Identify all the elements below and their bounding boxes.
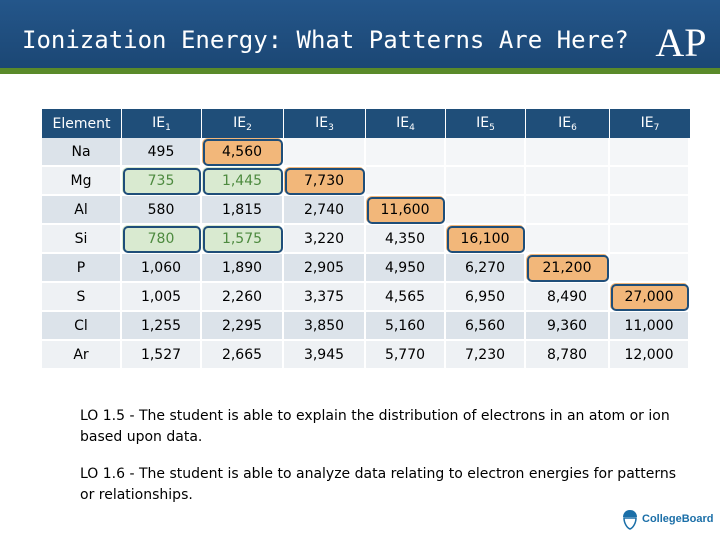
ie-value-cell: 2,905 [284,254,366,283]
ie-value-cell: 3,375 [284,283,366,312]
column-header-ie4: $IE_4$ [366,109,446,138]
element-cell: S [42,283,122,312]
element-cell: Na [42,138,122,167]
ie-value-cell: 2,260 [202,283,284,312]
ie-value-cell: 2,295 [202,312,284,341]
ie-value-cell [526,167,610,196]
ie-value-cell: 1,255 [122,312,202,341]
column-header-ie2: $IE_2$ [202,109,284,138]
ie-value-cell [446,138,526,167]
ie-value-cell: 735 [122,167,202,196]
ie-value-cell: 6,270 [446,254,526,283]
ie-value-cell: 8,780 [526,341,610,370]
ie-value-cell [366,167,446,196]
ie-value-cell [610,225,690,254]
ie-value-cell [610,138,690,167]
ie-value-cell: 21,200 [526,254,610,283]
ie-value-cell [610,196,690,225]
ie-value-cell [446,196,526,225]
ie-value-cell: 7,730 [284,167,366,196]
table-row [42,138,690,167]
column-header-ie3: $IE_3$ [284,109,366,138]
ap-logo-icon [652,22,710,62]
ie-value-cell: 580 [122,196,202,225]
college-board-text: CollegeBoard [642,513,714,525]
ie-value-cell: 3,945 [284,341,366,370]
column-header-ie5: $IE_5$ [446,109,526,138]
ie-value-cell: 8,490 [526,283,610,312]
table-header-row [42,109,690,138]
table-row [42,283,690,312]
ie-value-cell: 11,000 [610,312,690,341]
ie-value-cell: 2,740 [284,196,366,225]
ie-value-cell: 11,600 [366,196,446,225]
ie-value-cell: 780 [122,225,202,254]
ie-value-cell: 1,527 [122,341,202,370]
ie-value-cell: 5,770 [366,341,446,370]
ie-value-cell: 16,100 [446,225,526,254]
element-cell: Cl [42,312,122,341]
column-header-ie1: $IE_1$ [122,109,202,138]
svg-text:AP: AP [655,22,707,62]
ie-value-cell: 1,060 [122,254,202,283]
ie-value-cell: 7,230 [446,341,526,370]
table-row [42,225,690,254]
column-header-ie6: $IE_6$ [526,109,610,138]
ie-value-cell: 4,560 [202,138,284,167]
ie-value-cell [610,167,690,196]
objectives-box [66,382,686,532]
ie-value-cell [526,196,610,225]
ie-value-cell: 9,360 [526,312,610,341]
ie-value-cell: 3,220 [284,225,366,254]
ie-value-cell: 2,665 [202,341,284,370]
ie-value-cell: 1,445 [202,167,284,196]
element-cell: Ar [42,341,122,370]
ie-value-cell: 6,950 [446,283,526,312]
ie-value-cell: 12,000 [610,341,690,370]
table-row [42,167,690,196]
ionization-table-wrap [42,109,690,370]
ie-value-cell: 5,160 [366,312,446,341]
ie-value-cell: 1,815 [202,196,284,225]
acorn-icon [620,508,640,530]
ie-value-cell [446,167,526,196]
ie-value-cell: 3,850 [284,312,366,341]
ie-value-cell: 1,890 [202,254,284,283]
header-stripe [0,68,720,74]
ie-value-cell: 495 [122,138,202,167]
column-header-ie7: $IE_7$ [610,109,690,138]
learning-objective-1-6: LO 1.6 - The student is able to analyze data relating to electron energies for patterns or relationships. [80,466,677,503]
element-cell: Mg [42,167,122,196]
college-board-logo [620,508,714,532]
element-cell: Al [42,196,122,225]
table-row [42,341,690,370]
learning-objective-1-5: LO 1.5 - The student is able to explain the distribution of electrons in an atom or ion based upon data. [80,408,670,445]
table-row [42,254,690,283]
column-header-element: Element [42,109,122,138]
ie-value-cell [526,138,610,167]
ie-value-cell [366,138,446,167]
table-row [42,196,690,225]
element-cell: Si [42,225,122,254]
table-row [42,312,690,341]
ie-value-cell: 4,565 [366,283,446,312]
ie-value-cell [526,225,610,254]
ie-value-cell [284,138,366,167]
element-cell: P [42,254,122,283]
ie-value-cell: 6,560 [446,312,526,341]
slide-title: Ionization Energy: What Patterns Are Here? [22,26,629,54]
ie-value-cell [610,254,690,283]
ie-value-cell: 4,950 [366,254,446,283]
ionization-energy-table [42,109,690,370]
ie-value-cell: 1,005 [122,283,202,312]
ie-value-cell: 27,000 [610,283,690,312]
ie-value-cell: 1,575 [202,225,284,254]
ie-value-cell: 4,350 [366,225,446,254]
